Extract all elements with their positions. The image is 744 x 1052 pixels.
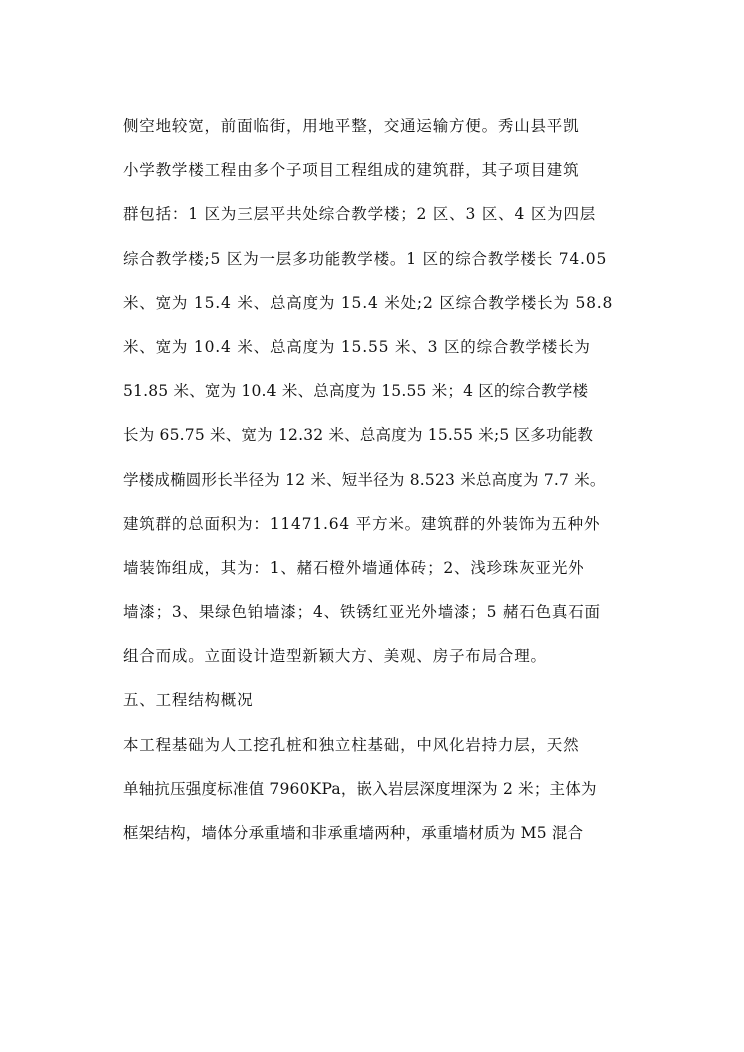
body-text [123, 116, 635, 867]
text-line: 墙装饰组成，其为：1、赭石橙外墙通体砖；2、浅珍珠灰亚光外 [123, 558, 585, 577]
text-line: 米、宽为 15.4 米、总高度为 15.4 米处;2 区综合教学楼长为 58.8 [123, 293, 614, 312]
section-heading: 五、工程结构概况 [123, 691, 254, 710]
text-line: 单轴抗压强度标准值 7960KPa，嵌入岩层深度埋深为 2 米；主体为 [123, 779, 597, 798]
text-line: 综合教学楼;5 区为一层多功能教学楼。1 区的综合教学楼长 74.05 [123, 249, 608, 268]
text-line: 墙漆；3、果绿色铂墙漆；4、铁锈红亚光外墙漆；5 赭石色真石面 [123, 603, 601, 622]
text-line: 小学教学楼工程由多个子项目工程组成的建筑群，其子项目建筑 [123, 161, 580, 180]
text-line: 长为 65.75 米、宽为 12.32 米、总高度为 15.55 米;5 区多功能教 [123, 426, 594, 445]
text-line: 建筑群的总面积为：11471.64 平方米。建筑群的外装饰为五种外 [123, 514, 601, 533]
text-line: 学楼成椭圆形长半径为 12 米、短半径为 8.523 米总高度为 7.7 米。 [123, 470, 606, 489]
text-line: 框架结构，墙体分承重墙和非承重墙两种，承重墙材质为 M5 混合 [123, 824, 584, 842]
text-line: 群包括：1 区为三层平共处综合教学楼；2 区、3 区、4 区为四层 [123, 205, 597, 224]
text-line: 本工程基础为人工挖孔桩和独立柱基础，中风化岩持力层，天然 [123, 735, 580, 754]
text-line: 侧空地较宽，前面临街，用地平整，交通运输方便。秀山县平凯 [123, 117, 580, 135]
text-line: 51.85 米、宽为 10.4 米、总高度为 15.55 米；4 区的综合教学楼 [123, 382, 589, 401]
text-line: 米、宽为 10.4 米、总高度为 15.55 米、3 区的综合教学楼长为 [123, 337, 591, 356]
text-line: 组合而成。立面设计造型新颖大方、美观、房子布局合理。 [123, 647, 547, 666]
